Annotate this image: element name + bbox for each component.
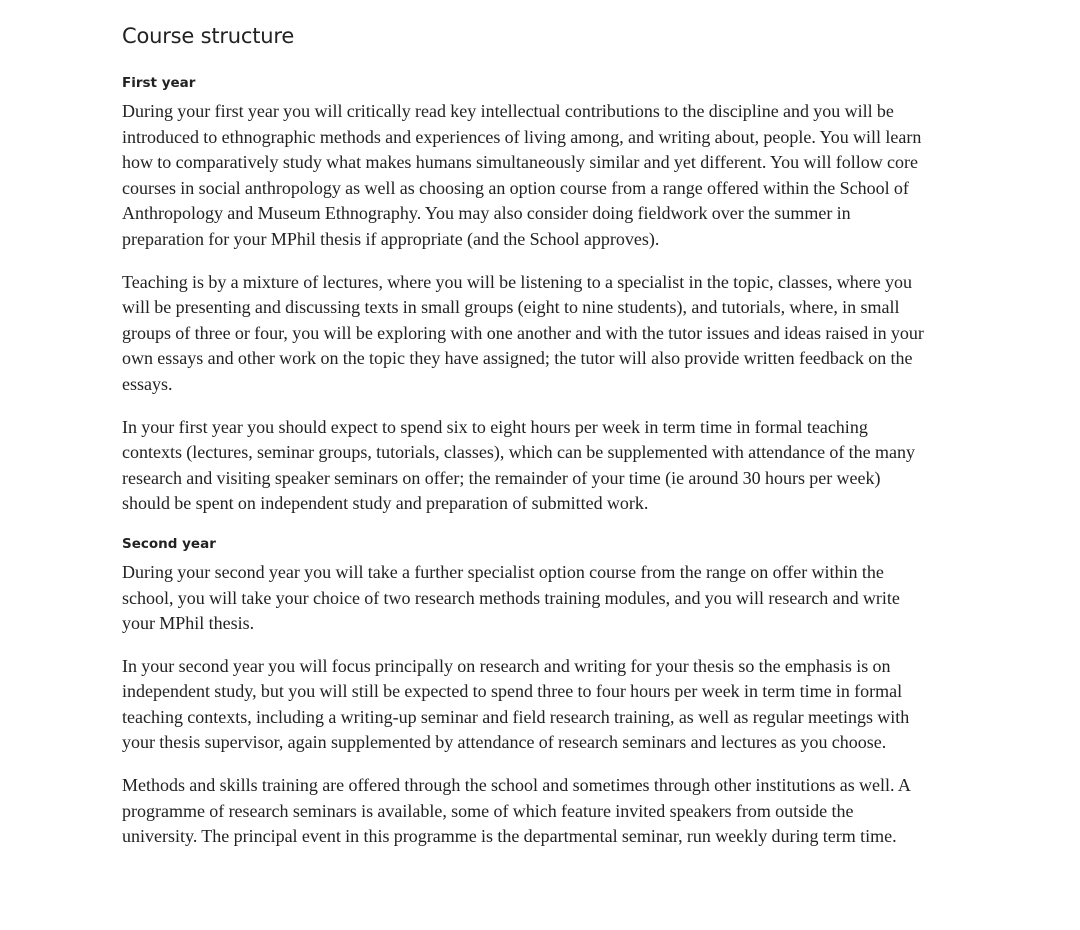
second-year-section [122, 534, 932, 850]
paragraph: Teaching is by a mixture of lectures, where you will be listening to a specialist in the topic, classes, where you will be presenting and discussing texts in small groups (eight to nine students), and tutorials, where, in small groups of three or four, you will be exploring with one another and with the tutor issues and ideas raised in your own essays and other work on the topic they have assigned; the tutor will also provide written feedback on the essays. [122, 271, 924, 394]
first-year-section [122, 73, 932, 517]
section-heading-first-year: First year [122, 75, 196, 91]
course-structure-section [122, 20, 932, 867]
paragraph: During your second year you will take a further specialist option course from the range on offer within the school, you will take your choice of two research methods training modules, and you will research and write your MPhil thesis. [122, 561, 900, 634]
page-title: Course structure [122, 24, 295, 48]
section-heading-second-year: Second year [122, 535, 216, 552]
paragraph: Methods and skills training are offered through the school and sometimes through other institutions as well. A programme of research seminars is available, some of which feature invited speakers from outside the university. The principal event in this programme is the departmental seminar, run weekly during term time. [122, 775, 910, 847]
paragraph: In your first year you should expect to spend six to eight hours per week in term time in formal teaching contexts (lectures, seminar groups, tutorials, classes), which can be supplemented with attendance of the many research and visiting speaker seminars on offer; the remainder of your time (ie around 30 hours per week) should be spent on independent study and preparation of submitted work. [122, 416, 915, 514]
paragraph: In your second year you will focus principally on research and writing for your thesis so the emphasis is on independent study, but you will still be expected to spend three to four hours per week in term time in formal teaching contexts, including a writing-up seminar and field research training, as well as regular meetings with your thesis supervisor, again supplemented by attendance of research seminars and lectures as you choose. [122, 655, 910, 753]
paragraph: During your first year you will critically read key intellectual contributions to the discipline and you will be introduced to ethnographic methods and experiences of living among, and writing about, people. You will learn how to comparatively study what makes humans simultaneously similar and yet different. You will follow core courses in social anthropology as well as choosing an option course from a range offered within the School of Anthropology and Museum Ethnography. You may also consider doing fieldwork over the summer in preparation for your MPhil thesis if appropriate (and the School approves). [122, 101, 922, 249]
